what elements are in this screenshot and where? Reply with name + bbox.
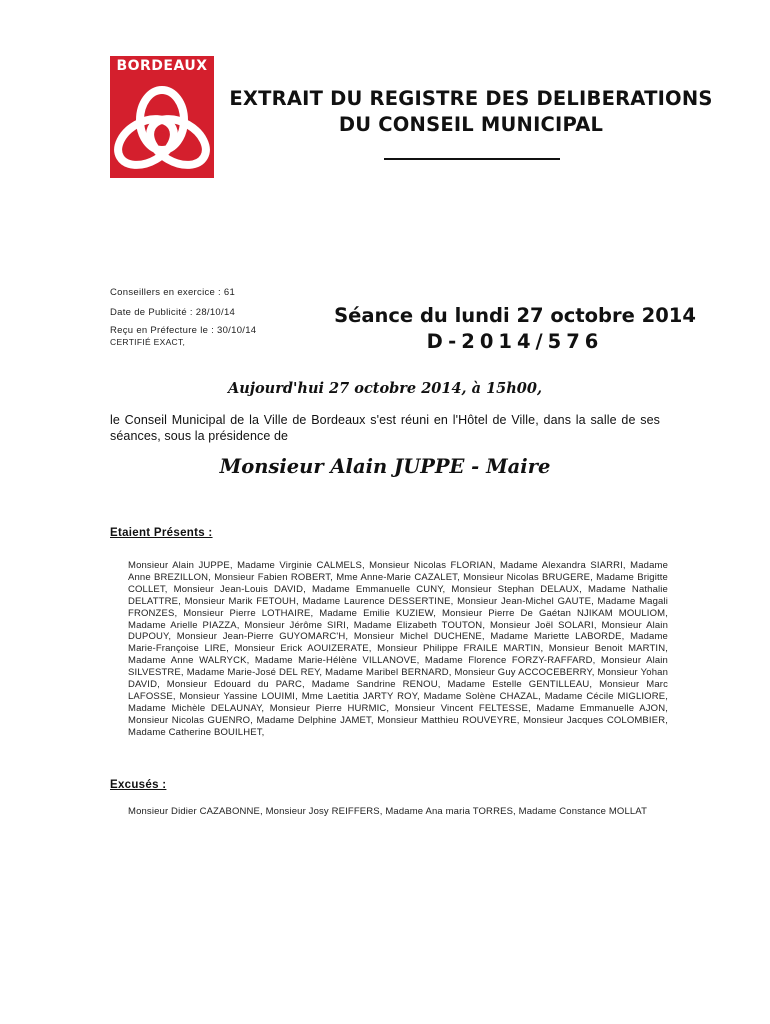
- title-line-1: EXTRAIT DU REGISTRE DES DELIBERATIONS: [229, 87, 713, 110]
- deliberation-number: D-2014/576: [426, 330, 604, 353]
- publication-date: Date de Publicité : 28/10/14: [110, 307, 236, 318]
- title-line-2: DU CONSEIL MUNICIPAL: [338, 113, 604, 136]
- prefecture-date: Reçu en Préfecture le : 30/10/14: [110, 325, 257, 336]
- title-underline: [384, 158, 560, 160]
- presents-heading: Etaient Présents :: [110, 527, 213, 539]
- bordeaux-logo: [110, 56, 214, 178]
- session-datetime: Aujourd'hui 27 octobre 2014, à 15h00,: [227, 380, 543, 397]
- excuses-heading: Excusés :: [110, 779, 167, 791]
- logo-wordmark: BORDEAUX: [110, 56, 214, 76]
- session-title: Séance du lundi 27 octobre 2014: [334, 304, 696, 327]
- presiding-mayor: Monsieur Alain JUPPE - Maire: [219, 455, 551, 478]
- triquetra-emblem-icon: [110, 76, 214, 178]
- presents-list: Monsieur Alain JUPPE, Madame Virginie CALMELS, Monsieur Nicolas FLORIAN, Madame Alexandra SIARRI, Madame Anne BREZILLON, Monsieur Fabien ROBERT, Mme Anne-Marie CAZALET, Monsieur Nicolas BRUGERE, Madame Brigitte COLLET, Monsieur Jean-Louis DAVID, Madame Emmanuelle CUNY, Monsieur Stephan DELAUX, Madame Nathalie DELATTRE, Monsieur Marik FETOUH, Madame Laurence DESSERTINE, Monsieur Jean-Michel GAUTE, Madame Magali FRONZES, Monsieur Pierre LOTHAIRE, Madame Emilie KUZIEW, Monsieur Pierre De Gaétan NJIKAM MOULIOM, Madame Arielle PIAZZA, Monsieur Jérôme SIRI, Madame Elizabeth TOUTON, Monsieur Joël SOLARI, Monsieur Alain DUPOUY, Monsieur Jean-Pierre GUYOMARC'H, Monsieur Michel DUCHENE, Madame Mariette LABORDE, Madame Marie-Françoise LIRE, Monsieur Erick AOUIZERATE, Monsieur Philippe FRAILE MARTIN, Monsieur Benoit MARTIN, Madame Anne WALRYCK, Madame Marie-Hélène VILLANOVE, Madame Florence FORZY-RAFFARD, Monsieur Alain SILVESTRE, Madame Marie-José DEL REY, Madame Maribel BERNARD, Monsieur Guy ACCOCEBERRY, Monsieur Yohan DAVID, Monsieur Edouard du PARC, Madame Sandrine RENOU, Madame Estelle GENTILLEAU, Monsieur Marc LAFOSSE, Monsieur Yassine LOUIMI, Mme Laetitia JARTY ROY, Madame Solène CHAZAL, Madame Cécile MIGLIORE, Madame Michèle DELAUNAY, Monsieur Pierre HURMIC, Monsieur Vincent FELTESSE, Madame Emmanuelle AJON, Monsieur Nicolas GUENRO, Madame Delphine JAMET, Monsieur Matthieu ROUVEYRE, Monsieur Jacques COLOMBIER, Madame Catherine BOUILHET,: [128, 560, 668, 738]
- intro-paragraph: le Conseil Municipal de la Ville de Bordeaux s'est réuni en l'Hôtel de Ville, dans la salle de ses séances, sous la présidence de: [110, 413, 660, 443]
- certified-label: CERTIFIÉ EXACT,: [110, 337, 186, 347]
- document-title: [214, 86, 728, 138]
- conseillers-count: Conseillers en exercice : 61: [110, 287, 236, 298]
- excuses-list: Monsieur Didier CAZABONNE, Monsieur Josy REIFFERS, Madame Ana maria TORRES, Madame Constance MOLLAT: [128, 806, 648, 817]
